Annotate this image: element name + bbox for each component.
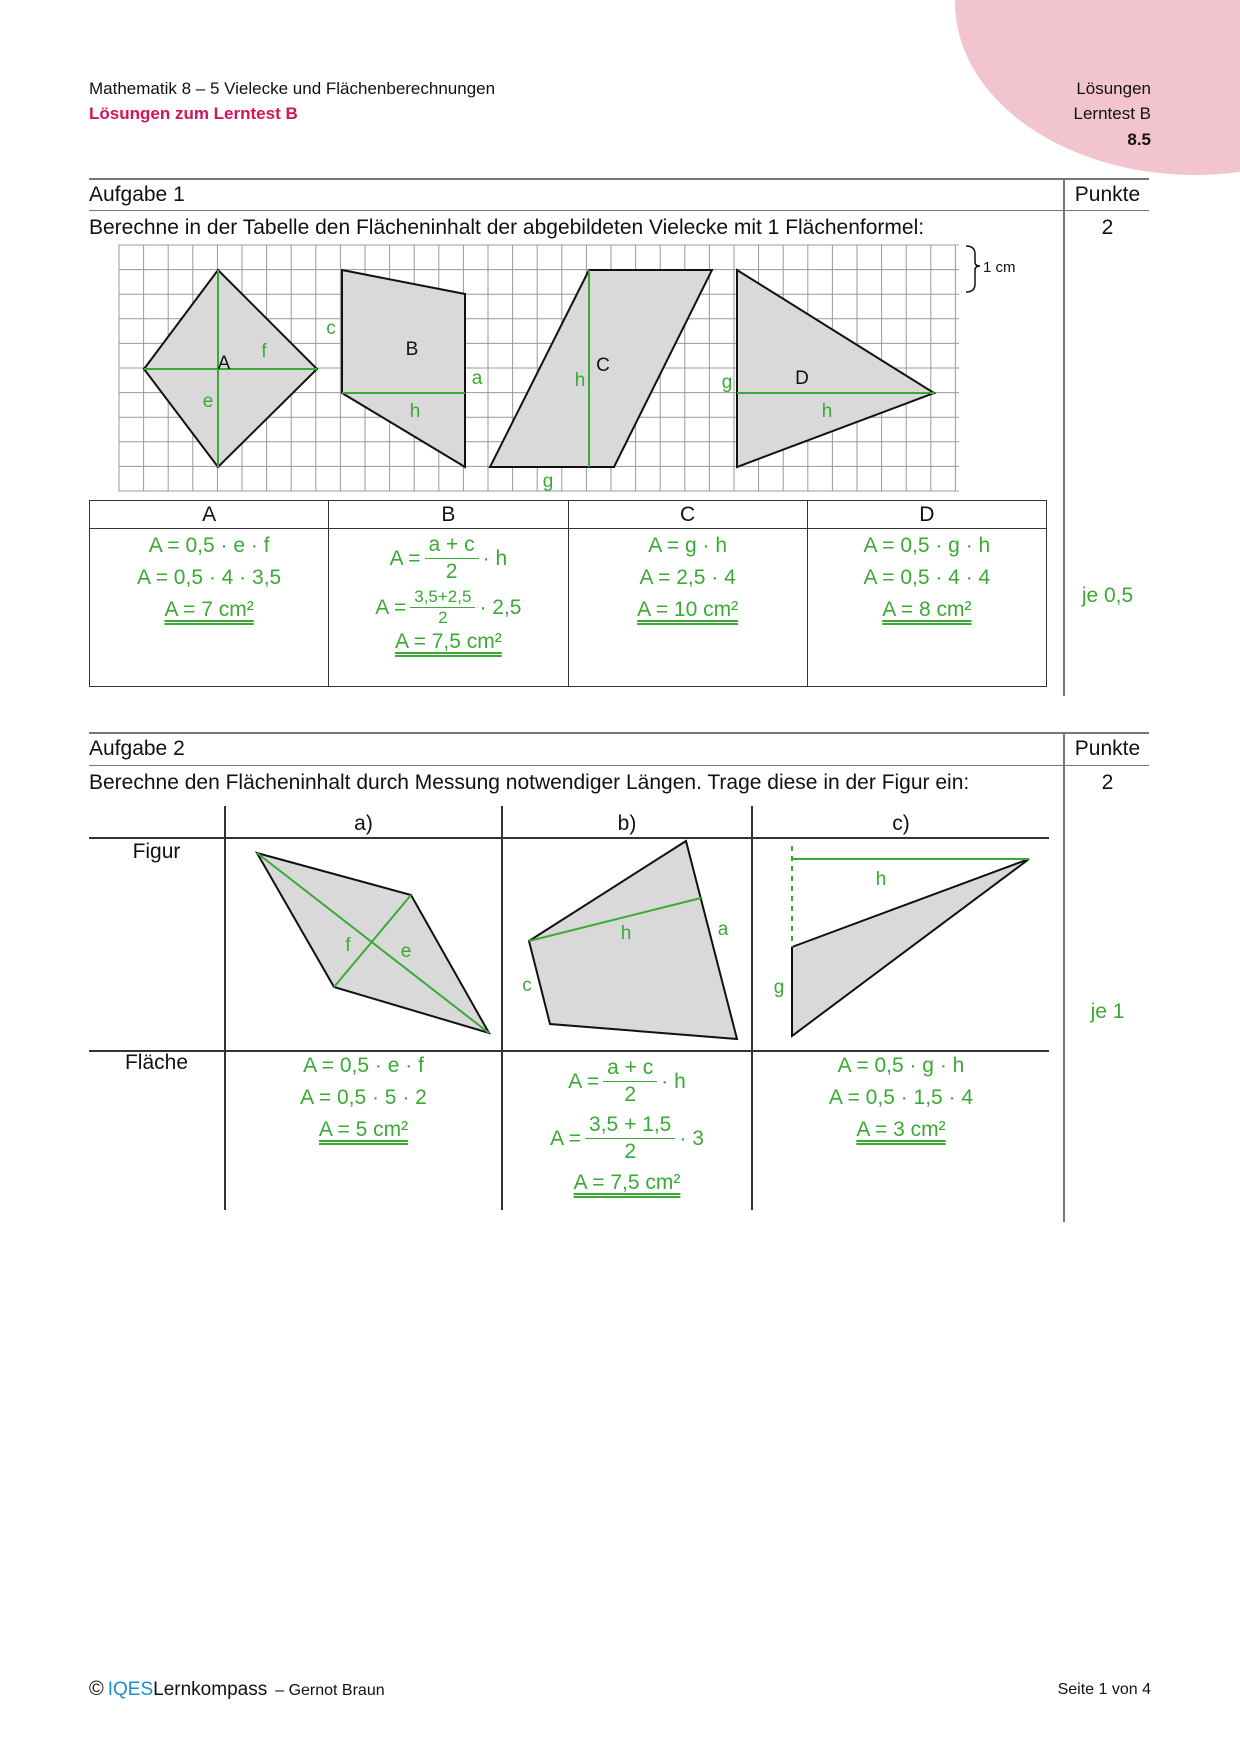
- sol-2c-result: A = 3 cm²: [856, 1118, 946, 1141]
- task2-solution-c: [753, 1050, 1049, 1146]
- task2-col-a: a): [354, 812, 373, 835]
- scale-label: 1 cm: [983, 259, 1016, 276]
- brand-iqes: IQES: [107, 1679, 154, 1700]
- label-2a-e: e: [400, 941, 412, 962]
- sol-2a-result: A = 5 cm²: [318, 1118, 409, 1141]
- sol-2b-suffix: · h: [661, 1069, 686, 1093]
- task2-instruction: Berechne den Flächeninhalt durch Messung notwendiger Längen. Trage diese in der Figur ein:: [89, 771, 970, 794]
- brand-lernkompass: Lernkompass: [153, 1679, 268, 1700]
- sol-2c-line1: A = 0,5 · g · h: [837, 1054, 965, 1077]
- label-h-D: h: [821, 401, 833, 422]
- sol-2b-num: a + c: [603, 1055, 657, 1082]
- header-title: Lösungen zum Lerntest B: [89, 104, 298, 123]
- sol-D-result: A = 8 cm²: [882, 598, 972, 621]
- sol-B-den2: 2: [438, 608, 448, 627]
- diagonal-2a-e: [257, 853, 489, 1033]
- task2-solution-a: [226, 1050, 501, 1146]
- table-header-B: B: [329, 501, 568, 529]
- header-right-1: Lösungen: [1076, 79, 1151, 98]
- sol-D-line1: A = 0,5 · g · h: [863, 534, 991, 557]
- table-header-A: A: [90, 501, 329, 529]
- sol-2b-den: 2: [624, 1083, 637, 1106]
- sol-A-result: A = 7 cm²: [164, 598, 254, 621]
- sol-B-result: A = 7,5 cm²: [394, 630, 502, 653]
- task2-row-area: Fläche: [124, 1051, 189, 1074]
- header-subject: Mathematik 8 – 5 Vielecke und Flächenberechnungen: [89, 79, 496, 98]
- shape-2c: [792, 859, 1029, 1036]
- label-D: D: [795, 368, 809, 389]
- sol-2c-line2: A = 0,5 · 1,5 · 4: [828, 1086, 974, 1109]
- sol-2b-result: A = 7,5 cm²: [573, 1171, 681, 1194]
- label-e: e: [202, 391, 214, 412]
- label-2c-g: g: [773, 977, 785, 998]
- footer-brand: [89, 1678, 385, 1701]
- sol-2b-fraction: [603, 1055, 657, 1108]
- label-A: A: [217, 353, 231, 374]
- sol-B-prefix2: A =: [375, 595, 407, 619]
- sol-2b-prefix2: A =: [550, 1126, 582, 1150]
- task1-title: Aufgabe 1: [89, 183, 185, 206]
- task2-solution-b: [503, 1055, 751, 1195]
- header-right-3: 8.5: [1127, 130, 1151, 149]
- sol-2b-num2: 3,5 + 1,5: [585, 1112, 675, 1139]
- sol-2b-suffix2: · 3: [679, 1126, 704, 1150]
- copyright-icon: ©: [89, 1678, 104, 1700]
- sol-C-line2: A = 2,5 · 4: [639, 566, 736, 589]
- task2-points-each: je 1: [1090, 1000, 1125, 1023]
- sol-2b-prefix: A =: [568, 1069, 600, 1093]
- label-2a-f: f: [345, 935, 351, 956]
- label-h-B: h: [409, 401, 421, 422]
- sol-B-num: a + c: [425, 532, 479, 559]
- footer-page: Seite 1 von 4: [1057, 1681, 1151, 1698]
- label-a: a: [471, 368, 483, 389]
- task2-col-b: b): [617, 812, 637, 835]
- task1-instruction: Berechne in der Tabelle den Flächeninhalt der abgebildeten Vielecke mit 1 Flächenformel:: [89, 216, 925, 239]
- header-right-2: Lerntest B: [1073, 104, 1151, 123]
- footer-author: – Gernot Braun: [275, 1682, 385, 1699]
- task2-points: 2: [1101, 771, 1114, 794]
- sol-2a-line2: A = 0,5 · 5 · 2: [300, 1086, 427, 1109]
- sol-C-line1: A = g · h: [648, 534, 728, 557]
- label-2b-a: a: [717, 919, 729, 940]
- task1-points-header: Punkte: [1074, 183, 1141, 206]
- sol-D-line2: A = 0,5 · 4 · 4: [863, 566, 991, 589]
- label-f: f: [261, 341, 267, 362]
- label-2b-c: c: [522, 975, 532, 996]
- sol-B-suffix: · h: [482, 546, 508, 570]
- table-header-D: D: [807, 501, 1046, 529]
- label-B: B: [405, 339, 419, 360]
- task2-title: Aufgabe 2: [89, 737, 185, 760]
- sol-B-prefix: A =: [389, 546, 421, 570]
- task1-points: 2: [1101, 216, 1114, 239]
- task2-row-figure: Figur: [132, 840, 181, 863]
- sol-B-suffix2: · 2,5: [479, 595, 522, 619]
- label-g-C: g: [542, 471, 554, 492]
- sol-2b-fraction2: [585, 1112, 675, 1165]
- shape-2b: [529, 841, 737, 1039]
- sol-A-line2: A = 0,5 · 4 · 3,5: [137, 566, 282, 589]
- label-2c-h: h: [875, 869, 887, 890]
- sol-2b-den2: 2: [624, 1140, 637, 1163]
- label-C: C: [596, 355, 610, 376]
- table-header-C: C: [568, 501, 807, 529]
- sol-C-result: A = 10 cm²: [637, 598, 739, 621]
- label-c: c: [326, 318, 336, 339]
- label-h-C: h: [574, 370, 586, 391]
- task2-col-c: c): [892, 812, 910, 835]
- sol-B-num2: 3,5+2,5: [410, 587, 475, 608]
- task1-points-each: je 0,5: [1081, 584, 1134, 607]
- sol-B-den: 2: [445, 560, 458, 583]
- label-g-D: g: [721, 372, 733, 393]
- label-2b-h: h: [620, 923, 632, 944]
- sol-2a-line1: A = 0,5 · e · f: [303, 1054, 424, 1077]
- task2-points-header: Punkte: [1074, 737, 1141, 760]
- sol-A-line1: A = 0,5 · e · f: [148, 534, 270, 557]
